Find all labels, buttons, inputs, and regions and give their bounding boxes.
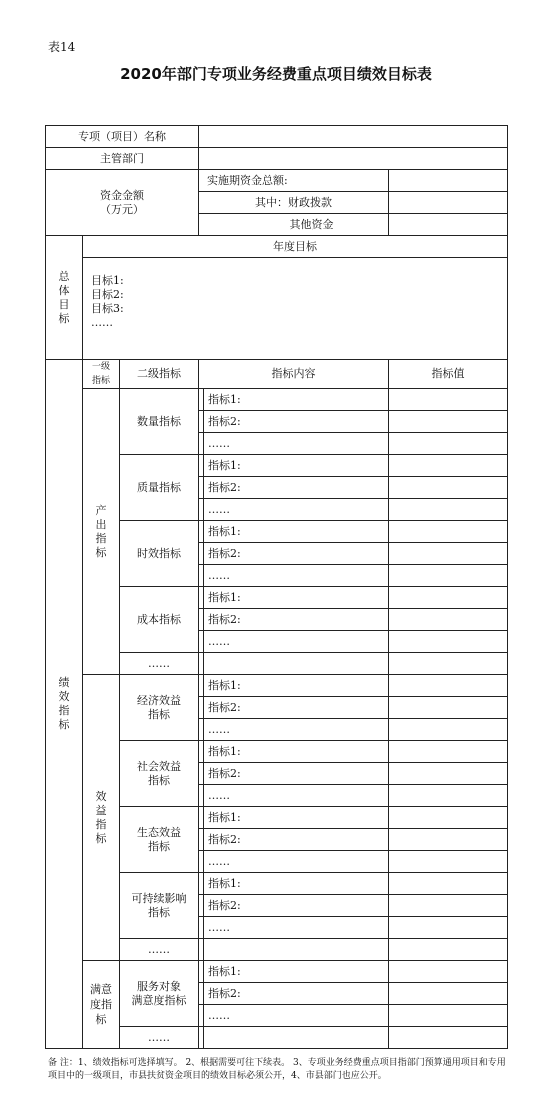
indicator-2-cell[interactable]: 指标2: <box>204 763 389 785</box>
footnote: 备 注：1、绩效指标可选择填写。 2、根据需要可往下续表。 3、专项业务经费重点项目指部门预算通用项目和专用项目中的一级项目，市县扶贫资金项目的绩效目标必须公开，4、市县部门也应公开。 <box>48 1058 506 1081</box>
indicator-value-cell[interactable] <box>389 543 508 565</box>
indicator-value-cell[interactable] <box>389 499 508 521</box>
fund-other-value[interactable] <box>389 214 508 236</box>
level2-social: 社会效益 指标 <box>120 741 199 807</box>
level2-quantity: 数量指标 <box>120 389 199 455</box>
level2-economic: 经济效益 指标 <box>120 675 199 741</box>
level2-service: 服务对象 满意度指标 <box>120 961 199 1027</box>
page-title: 2020年部门专项业务经费重点项目绩效目标表 <box>120 65 432 83</box>
indicator-1-cell[interactable]: 指标1: <box>204 521 389 543</box>
level2-more: …… <box>120 1027 199 1049</box>
indicator-value-cell[interactable] <box>389 917 508 939</box>
output-indicator-label: 产出指标 <box>83 389 120 675</box>
indicator-1-cell[interactable]: 指标1: <box>204 873 389 895</box>
indicator-value-cell[interactable] <box>389 697 508 719</box>
indicator-value-cell[interactable] <box>389 455 508 477</box>
indicator-more-cell[interactable]: …… <box>204 433 389 455</box>
goal-2: 目标2: <box>91 288 124 301</box>
indicator-1-cell[interactable]: 指标1: <box>204 961 389 983</box>
department-label: 主管部门 <box>46 148 199 170</box>
indicator-value-cell[interactable] <box>389 983 508 1005</box>
indicator-more-cell[interactable]: …… <box>204 785 389 807</box>
col-level1-header: 一级指标 <box>83 360 120 389</box>
indicator-value-cell[interactable] <box>389 807 508 829</box>
fund-amount-label <box>46 170 199 236</box>
indicator-1-cell[interactable]: 指标1: <box>204 807 389 829</box>
indicator-value-cell[interactable] <box>389 631 508 653</box>
annual-goal-header: 年度目标 <box>83 236 508 258</box>
level2-more: …… <box>120 939 199 961</box>
fund-fiscal-label: 其中：财政拨款 <box>199 192 389 214</box>
table-row <box>46 389 508 411</box>
indicator-more-cell[interactable]: …… <box>204 719 389 741</box>
indicator-more-cell[interactable]: …… <box>204 1005 389 1027</box>
project-name-cell[interactable] <box>199 126 508 148</box>
indicator-value-cell[interactable] <box>389 873 508 895</box>
indicator-value-cell[interactable] <box>389 939 508 961</box>
indicator-value-cell[interactable] <box>389 1027 508 1049</box>
indicator-1-cell[interactable]: 指标1: <box>204 389 389 411</box>
indicator-more-cell[interactable]: …… <box>204 565 389 587</box>
indicator-2-cell[interactable]: 指标2: <box>204 609 389 631</box>
indicator-more-cell[interactable]: …… <box>204 631 389 653</box>
level2-more: …… <box>120 653 199 675</box>
satisfaction-indicator-label: 满意度指标 <box>83 961 120 1049</box>
col-value-header: 指标值 <box>389 360 508 389</box>
indicator-value-cell[interactable] <box>389 719 508 741</box>
indicator-2-cell[interactable]: 指标2: <box>204 829 389 851</box>
goal-1: 目标1: <box>91 274 124 287</box>
indicator-more-cell[interactable]: …… <box>204 917 389 939</box>
col-content-header: 指标内容 <box>199 360 389 389</box>
indicator-2-cell[interactable]: 指标2: <box>204 543 389 565</box>
indicator-2-cell[interactable]: 指标2: <box>204 477 389 499</box>
indicator-value-cell[interactable] <box>389 1005 508 1027</box>
indicator-1-cell[interactable]: 指标1: <box>204 587 389 609</box>
level2-quality: 质量指标 <box>120 455 199 521</box>
indicator-value-cell[interactable] <box>389 895 508 917</box>
benefit-indicator-label: 效益指标 <box>83 675 120 961</box>
indicator-value-cell[interactable] <box>389 565 508 587</box>
level2-cost: 成本指标 <box>120 587 199 653</box>
fund-total-value[interactable] <box>389 170 508 192</box>
indicator-value-cell[interactable] <box>389 961 508 983</box>
fund-amount-label-line1: 资金金额 <box>100 188 144 202</box>
indicator-1-cell[interactable]: 指标1: <box>204 741 389 763</box>
indicator-2-cell[interactable]: 指标2: <box>204 895 389 917</box>
fund-other-label: 其他资金 <box>199 214 389 236</box>
col-level2-header: 二级指标 <box>120 360 199 389</box>
indicator-value-cell[interactable] <box>389 477 508 499</box>
level2-sustainable: 可持续影响 指标 <box>120 873 199 939</box>
indicator-value-cell[interactable] <box>389 763 508 785</box>
indicator-more-cell[interactable]: …… <box>204 499 389 521</box>
performance-indicator-label: 绩效指标 <box>46 360 83 1049</box>
indicator-1-cell[interactable]: 指标1: <box>204 675 389 697</box>
indicator-2-cell[interactable]: 指标2: <box>204 697 389 719</box>
indicator-value-cell[interactable] <box>389 433 508 455</box>
indicator-2-cell[interactable]: 指标2: <box>204 411 389 433</box>
level2-timeliness: 时效指标 <box>120 521 199 587</box>
indicator-2-cell[interactable]: 指标2: <box>204 983 389 1005</box>
indicator-1-cell[interactable]: 指标1: <box>204 455 389 477</box>
department-cell[interactable] <box>199 148 508 170</box>
indicator-value-cell[interactable] <box>389 521 508 543</box>
goals-row <box>46 258 508 360</box>
indicator-value-cell[interactable] <box>389 587 508 609</box>
goals-cell[interactable] <box>83 258 508 360</box>
performance-target-form <box>45 125 508 1049</box>
indicator-value-cell[interactable] <box>389 785 508 807</box>
goal-more: …… <box>91 316 113 329</box>
fund-amount-label-line2: （万元） <box>100 202 144 216</box>
fund-total-row <box>46 170 508 192</box>
indicator-more-cell[interactable]: …… <box>204 851 389 873</box>
indicator-value-cell[interactable] <box>389 829 508 851</box>
indicator-value-cell[interactable] <box>389 609 508 631</box>
indicator-content-cell[interactable] <box>204 939 389 961</box>
indicator-value-cell[interactable] <box>389 389 508 411</box>
indicator-value-cell[interactable] <box>389 851 508 873</box>
indicator-value-cell[interactable] <box>389 675 508 697</box>
table-row <box>46 675 508 697</box>
indicator-content-cell[interactable] <box>204 1027 389 1049</box>
annual-goal-row <box>46 236 508 258</box>
fund-total-label: 实施期资金总额: <box>199 170 389 192</box>
fund-fiscal-value[interactable] <box>389 192 508 214</box>
overall-goal-label: 总体目标 <box>46 236 83 360</box>
department-row <box>46 148 508 170</box>
table-number: 表14 <box>48 40 76 54</box>
table-row <box>46 961 508 983</box>
indicator-header-row <box>46 360 508 389</box>
indicator-value-cell[interactable] <box>389 741 508 763</box>
level2-ecological: 生态效益 指标 <box>120 807 199 873</box>
goal-3: 目标3: <box>91 302 124 315</box>
indicator-value-cell[interactable] <box>389 653 508 675</box>
indicator-content-cell[interactable] <box>204 653 389 675</box>
indicator-value-cell[interactable] <box>389 411 508 433</box>
project-name-label: 专项（项目）名称 <box>46 126 199 148</box>
project-name-row <box>46 126 508 148</box>
